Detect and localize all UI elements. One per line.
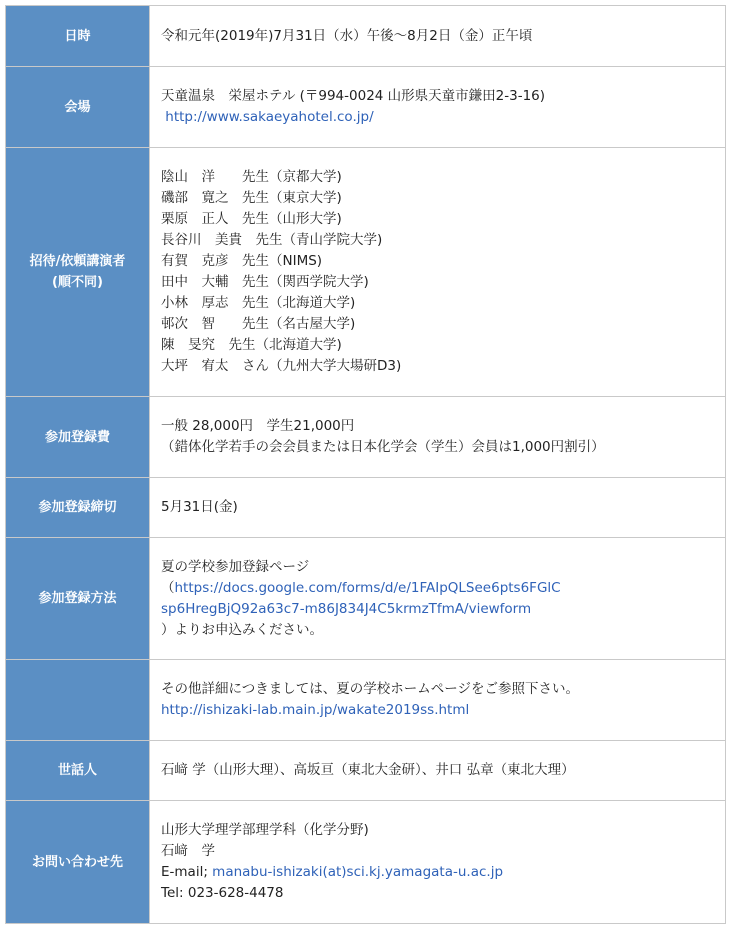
row-value [150,660,726,741]
speaker-item: 邨次 智 先生（名古屋大学) [161,316,356,332]
organizers-text: 石﨑 学（山形大理）、高坂亘（東北大金研）、井口 弘章（東北大理） [161,762,575,778]
row-header: 参加登録費 [6,397,150,478]
row-header: 会場 [6,67,150,148]
info-table [5,5,726,924]
speakers-header-line: 招待/依頼講演者 [29,254,126,269]
row-value [150,801,726,924]
table-row [6,660,726,741]
registration-link-line [161,578,725,599]
registration-link[interactable]: https://docs.google.com/forms/d/e/1FAIpQLSee6pts6FGlC [174,579,561,596]
row-header: 参加登録締切 [6,478,150,538]
row-value [150,6,726,67]
row-header [6,660,150,741]
table-row [6,67,726,148]
fee-text: 一般 28,000円 学生21,000円 [161,418,355,434]
table-row [6,397,726,478]
speaker-item: 陰山 洋 先生（京都大学) [161,169,342,185]
speaker-item: 磯部 寛之 先生（東京大学) [161,190,342,206]
contact-affiliation: 山形大学理学部理学科（化学分野) [161,822,369,838]
speaker-item: 田中 大輔 先生（関西学院大学) [161,274,369,290]
venue-link[interactable]: http://www.sakaeyahotel.co.jp/ [161,109,374,125]
row-value [150,397,726,478]
row-header: 世話人 [6,741,150,801]
datetime-text: 令和元年(2019年)7月31日（水）午後〜8月2日（金）正午頃 [161,27,533,44]
table-row [6,741,726,801]
email-prefix: E-mail; [161,864,213,880]
contact-tel: Tel: 023-628-4478 [161,885,284,901]
speaker-item: 陳 旻究 先生（北海道大学) [161,337,342,353]
email-link[interactable]: manabu-ishizaki(at)sci.kj.yamagata-u.ac.jp [212,864,504,880]
speaker-item: 有賀 克彦 先生（NIMS) [161,253,323,269]
speaker-item: 長谷川 美貴 先生（青山学院大学) [161,232,383,248]
table-row [6,148,726,397]
homepage-link[interactable]: http://ishizaki-lab.main.jp/wakate2019ss.html [161,702,470,718]
table-row [6,478,726,538]
row-header: 日時 [6,6,150,67]
contact-name: 石﨑 学 [161,843,215,859]
row-value [150,148,726,397]
speaker-item: 栗原 正人 先生（山形大学) [161,211,342,227]
row-value [150,67,726,148]
registration-link-cont[interactable]: sp6HregBjQ92a63c7-m86J834J4C5krmzTfmA/viewform [161,600,532,617]
row-value [150,538,726,660]
speaker-item: 小林 厚志 先生（北海道大学) [161,295,356,311]
table-row [6,801,726,924]
venue-text: 天童温泉 栄屋ホテル (〒994-0024 山形県天童市鎌田2-3-16) [161,88,546,104]
open-paren: （ [161,579,175,596]
row-header: 参加登録方法 [6,538,150,660]
speaker-item: 大坪 宥太 さん（九州大学大場研D3) [161,358,402,374]
deadline-text: 5月31日(金) [161,499,238,515]
row-value [150,478,726,538]
speakers-header-note: (順不同) [52,275,103,290]
table-row [6,6,726,67]
registration-instruction: ）よりお申込みください。 [161,621,323,638]
registration-page-text: 夏の学校参加登録ページ [161,558,310,575]
row-value [150,741,726,801]
details-text: その他詳細につきましては、夏の学校ホームページをご参照下さい。 [161,681,579,697]
fee-note: （錯体化学若手の会会員または日本化学会（学生）会員は1,000円割引） [161,439,605,455]
row-header [6,148,150,397]
table-row [6,538,726,660]
row-header: お問い合わせ先 [6,801,150,924]
contact-email-line [161,862,725,883]
